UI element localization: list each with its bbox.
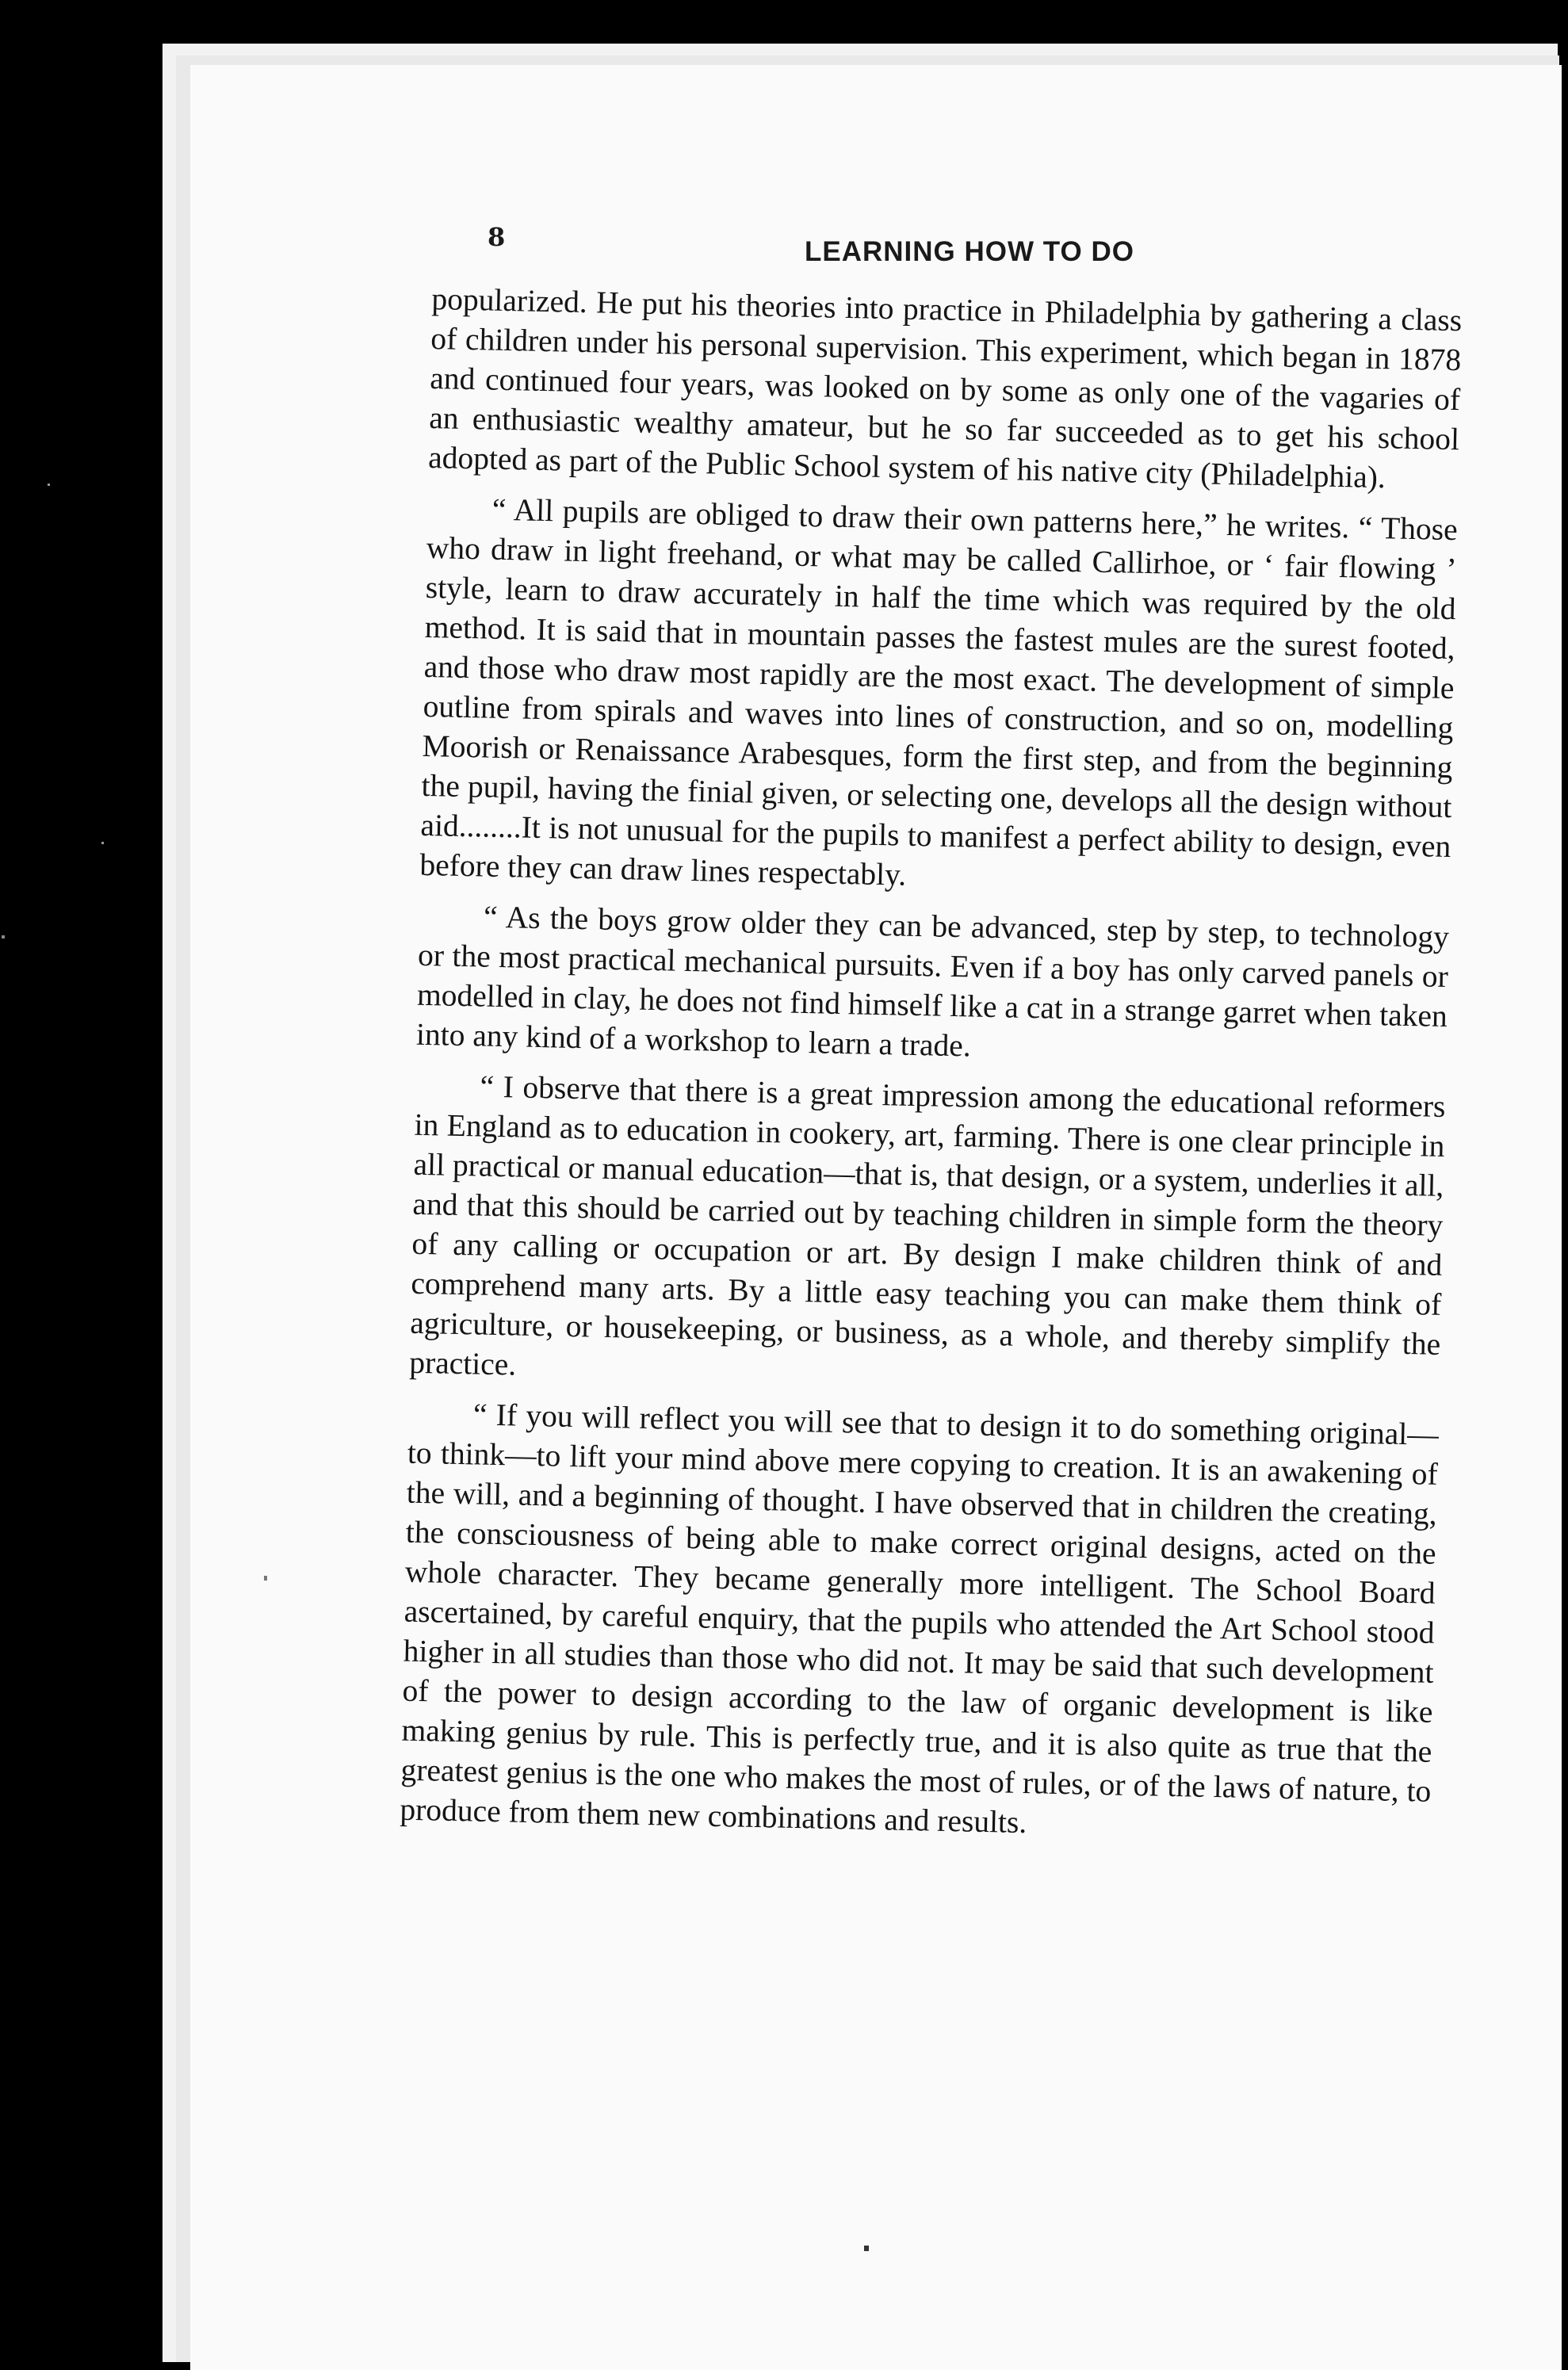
body-text — [400, 279, 1463, 1862]
ink-speck — [48, 484, 50, 486]
ink-speck — [101, 842, 104, 844]
running-title: LEARNING HOW TO DO — [805, 236, 1134, 267]
paragraph: “ If you will reflect you will see that to design it to do something original—to think—to lift your mind above mere copying to creation. It is an awakening of the will, and a beginning of thought. I have observed that in children the creating, the consciousness of being able to make correct original designs, acted on the whole character. They became generally more intelligent. The School Board ascertained, by careful enquiry, that the pupils who attended the Art School stood higher in all studies than those who did not. It may be said that such development of the power to design according to the law of organic development is like making genius by rule. This is perfectly true, and it is also quite as true that the greatest genius is the one who makes the most of rules, or of the laws of nature, to produce from them new combinations and results. — [400, 1397, 1440, 1841]
paragraph: “ As the boys grow older they can be advanced, step by step, to technology or the most practical mechanical pursuits. Even if a boy has only carved panels or modelled in clay, he does not find himself like a cat in a strange garret when taken into any kind of a workshop to learn a trade. — [415, 899, 1450, 1064]
page-number: 8 — [488, 222, 506, 252]
ink-speck — [864, 2246, 869, 2251]
paragraph: popularized. He put his theories into practice in Philadelphia by gathering a class of children under his personal supervision. This experiment, which began in 1878 and continued four years, was looked on by some as only one of the vagaries of an enthusiastic wealthy amateur, but he so far succeeded as to get his school adopted as part of the Public School system of his native city (Philadelphia). — [427, 281, 1463, 495]
paragraph: “ All pupils are obliged to draw their own patterns here,” he writes. “ Those who draw in light freehand, or what may be called Callirhoe, or ‘ fair flowing ’ style, learn to draw accurately in half the time which was required by the old method. It is said that in mountain passes the fastest mules are the surest footed, and those who draw most rapidly are the most exact. The development of simple outline from spirals and waves into lines of construction, and so on, modelling Moorish or Renaissance Arabesques, form the first step, and from the beginning the pupil, having the finial given, or selecting one, develops all the design without aid........It is not unusual for the pupils to manifest a perfect ability to design, even before they can draw lines respectably. — [419, 491, 1459, 893]
paragraph: “ I observe that there is a great impression among the educational reformers in England as to education in cookery, art, farming. There is one clear principle in all practical or manual education—that is, that design, or a system, underlies it all, and that this should be carried out by teaching children in simple form the theory of any calling or occupation or art. By design I make children think of and comprehend many arts. By a little easy teaching you can make them think of agriculture, or housekeeping, or business, as a whole, and thereby simplify the practice. — [408, 1068, 1446, 1382]
ink-speck — [264, 1576, 267, 1581]
ink-speck — [2, 935, 5, 938]
